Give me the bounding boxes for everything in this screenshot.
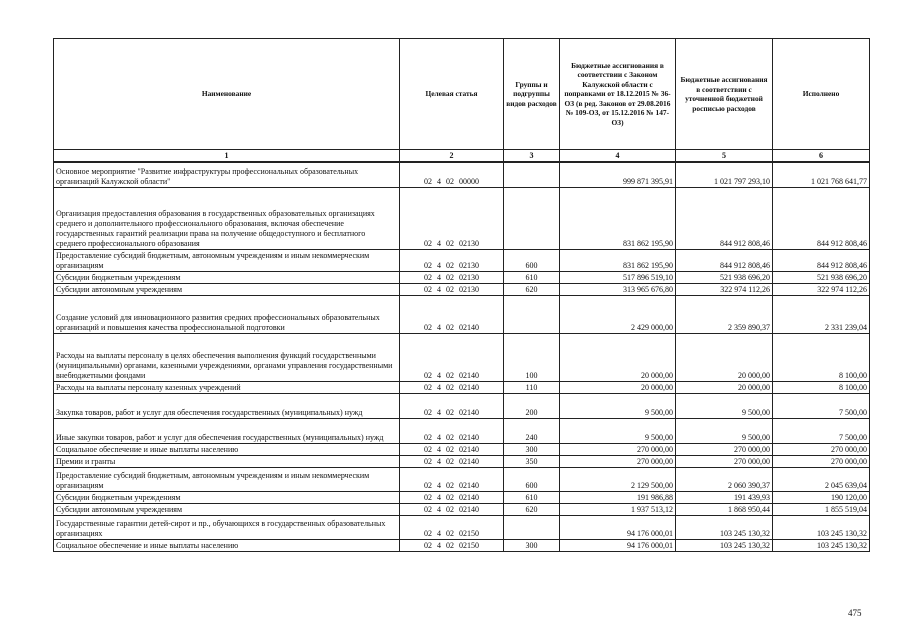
row-group: 620: [504, 503, 560, 515]
row-schedule-amount: 844 912 808,46: [676, 187, 773, 249]
row-target-code: 02 4 02 02140: [400, 443, 504, 455]
header-appropriations-law: Бюджетные ассигнования в соответствии с Законом Калужской области с поправками от 18.12.2015 № 36-ОЗ (в ред. Законов от 29.08.2016 № 109-ОЗ, от 15.12.2016 № 147-ОЗ): [560, 39, 676, 150]
row-executed-amount: 1 855 519,04: [773, 503, 870, 515]
row-schedule-amount: 270 000,00: [676, 443, 773, 455]
row-group: 300: [504, 539, 560, 551]
row-executed-amount: 7 500,00: [773, 418, 870, 443]
table-row: [54, 295, 870, 333]
row-law-amount: 20 000,00: [560, 381, 676, 393]
row-law-amount: 94 176 000,01: [560, 539, 676, 551]
row-group: 110: [504, 381, 560, 393]
row-target-code: 02 4 02 02140: [400, 467, 504, 491]
row-executed-amount: 270 000,00: [773, 443, 870, 455]
column-number: 5: [676, 150, 773, 163]
table-row: [54, 187, 870, 249]
row-group: 600: [504, 249, 560, 271]
row-target-code: 02 4 02 02150: [400, 515, 504, 539]
row-name: Иные закупки товаров, работ и услуг для обеспечения государственных (муниципальных) нужд: [54, 418, 400, 443]
row-group: [504, 162, 560, 187]
row-group: 600: [504, 467, 560, 491]
row-group: 300: [504, 443, 560, 455]
table-row: [54, 418, 870, 443]
row-group: 620: [504, 283, 560, 295]
row-target-code: 02 4 02 02140: [400, 381, 504, 393]
row-schedule-amount: 20 000,00: [676, 333, 773, 381]
header-groups: Группы и подгруппы видов расходов: [504, 39, 560, 150]
row-name: Субсидии автономным учреждениям: [54, 283, 400, 295]
row-group: [504, 187, 560, 249]
row-executed-amount: 2 045 639,04: [773, 467, 870, 491]
row-target-code: 02 4 02 02140: [400, 503, 504, 515]
row-name: Субсидии бюджетным учреждениям: [54, 491, 400, 503]
row-law-amount: 831 862 195,90: [560, 187, 676, 249]
column-number: 1: [54, 150, 400, 163]
header-executed: Исполнено: [773, 39, 870, 150]
row-executed-amount: 2 331 239,04: [773, 295, 870, 333]
row-law-amount: 9 500,00: [560, 418, 676, 443]
row-law-amount: 9 500,00: [560, 393, 676, 418]
row-schedule-amount: 20 000,00: [676, 381, 773, 393]
table-row: [54, 271, 870, 283]
row-name: Основное мероприятие "Развитие инфраструктуры профессиональных образовательных организаций Калужской области": [54, 162, 400, 187]
row-target-code: 02 4 02 02140: [400, 295, 504, 333]
row-law-amount: 191 986,88: [560, 491, 676, 503]
row-target-code: 02 4 02 02130: [400, 249, 504, 271]
row-executed-amount: 322 974 112,26: [773, 283, 870, 295]
row-name: Организация предоставления образования в государственных образовательных организациях среднего и дополнительного профессионального образования, включая обеспечение государственных гарантий реализации права на получение общедоступного и бесплатного среднего профессионального образования: [54, 187, 400, 249]
row-target-code: 02 4 02 02150: [400, 539, 504, 551]
row-schedule-amount: 103 245 130,32: [676, 515, 773, 539]
row-target-code: 02 4 02 02140: [400, 491, 504, 503]
row-schedule-amount: 521 938 696,20: [676, 271, 773, 283]
header-name: Наименование: [54, 39, 400, 150]
row-law-amount: 270 000,00: [560, 443, 676, 455]
table-row: [54, 162, 870, 187]
row-schedule-amount: 9 500,00: [676, 418, 773, 443]
row-executed-amount: 103 245 130,32: [773, 515, 870, 539]
header-target: Целевая статья: [400, 39, 504, 150]
table-row: [54, 443, 870, 455]
row-executed-amount: 844 912 808,46: [773, 249, 870, 271]
table-row: [54, 503, 870, 515]
row-group: 100: [504, 333, 560, 381]
row-target-code: 02 4 02 02140: [400, 333, 504, 381]
row-name: Расходы на выплаты персоналу казенных учреждений: [54, 381, 400, 393]
row-name: Премии и гранты: [54, 455, 400, 467]
header-row: [54, 39, 870, 150]
row-group: 200: [504, 393, 560, 418]
row-schedule-amount: 191 439,93: [676, 491, 773, 503]
row-law-amount: 94 176 000,01: [560, 515, 676, 539]
row-name: Предоставление субсидий бюджетным, автономным учреждениям и иным некоммерческим организациям: [54, 249, 400, 271]
header-appropriations-schedule: Бюджетные ассигнования в соответствии с уточненной бюджетной росписью расходов: [676, 39, 773, 150]
row-law-amount: 270 000,00: [560, 455, 676, 467]
row-executed-amount: 270 000,00: [773, 455, 870, 467]
row-schedule-amount: 103 245 130,32: [676, 539, 773, 551]
row-group: [504, 295, 560, 333]
row-name: Предоставление субсидий бюджетным, автономным учреждениям и иным некоммерческим организациям: [54, 467, 400, 491]
budget-table: [53, 38, 870, 552]
row-target-code: 02 4 02 02130: [400, 271, 504, 283]
page-number: 475: [848, 608, 862, 618]
row-target-code: 02 4 02 02140: [400, 393, 504, 418]
row-target-code: 02 4 02 02130: [400, 187, 504, 249]
row-name: Закупка товаров, работ и услуг для обеспечения государственных (муниципальных) нужд: [54, 393, 400, 418]
row-executed-amount: 190 120,00: [773, 491, 870, 503]
column-number: 4: [560, 150, 676, 163]
row-schedule-amount: 2 359 890,37: [676, 295, 773, 333]
row-target-code: 02 4 02 02140: [400, 418, 504, 443]
table-row: [54, 467, 870, 491]
row-name: Субсидии автономным учреждениям: [54, 503, 400, 515]
row-target-code: 02 4 02 02140: [400, 455, 504, 467]
row-executed-amount: 103 245 130,32: [773, 539, 870, 551]
column-number-row: [54, 150, 870, 163]
row-schedule-amount: 2 060 390,37: [676, 467, 773, 491]
row-group: 610: [504, 271, 560, 283]
column-number: 3: [504, 150, 560, 163]
row-group: [504, 515, 560, 539]
row-law-amount: 20 000,00: [560, 333, 676, 381]
row-law-amount: 1 937 513,12: [560, 503, 676, 515]
row-executed-amount: 844 912 808,46: [773, 187, 870, 249]
row-executed-amount: 8 100,00: [773, 333, 870, 381]
table-row: [54, 333, 870, 381]
row-schedule-amount: 1 021 797 293,10: [676, 162, 773, 187]
row-schedule-amount: 844 912 808,46: [676, 249, 773, 271]
row-target-code: 02 4 02 00000: [400, 162, 504, 187]
row-name: Субсидии бюджетным учреждениям: [54, 271, 400, 283]
row-law-amount: 313 965 676,80: [560, 283, 676, 295]
row-name: Создание условий для инновационного развития средних профессиональных образовательных организаций и повышения качества профессиональной подготовки: [54, 295, 400, 333]
table-row: [54, 393, 870, 418]
row-schedule-amount: 1 868 950,44: [676, 503, 773, 515]
row-schedule-amount: 9 500,00: [676, 393, 773, 418]
row-group: 350: [504, 455, 560, 467]
row-schedule-amount: 270 000,00: [676, 455, 773, 467]
table-row: [54, 455, 870, 467]
table-row: [54, 515, 870, 539]
row-name: Социальное обеспечение и иные выплаты населению: [54, 443, 400, 455]
table-row: [54, 381, 870, 393]
row-executed-amount: 521 938 696,20: [773, 271, 870, 283]
row-executed-amount: 8 100,00: [773, 381, 870, 393]
row-name: Социальное обеспечение и иные выплаты населению: [54, 539, 400, 551]
table-row: [54, 283, 870, 295]
row-target-code: 02 4 02 02130: [400, 283, 504, 295]
row-law-amount: 999 871 395,91: [560, 162, 676, 187]
row-group: 240: [504, 418, 560, 443]
row-name: Расходы на выплаты персоналу в целях обеспечения выполнения функций государственными (муниципальными) органами, казенными учреждениями, органами управления государственными внебюджетными фондами: [54, 333, 400, 381]
column-number: 6: [773, 150, 870, 163]
column-number: 2: [400, 150, 504, 163]
row-law-amount: 517 896 519,10: [560, 271, 676, 283]
row-law-amount: 2 129 500,00: [560, 467, 676, 491]
row-executed-amount: 7 500,00: [773, 393, 870, 418]
row-group: 610: [504, 491, 560, 503]
table-row: [54, 491, 870, 503]
row-executed-amount: 1 021 768 641,77: [773, 162, 870, 187]
table-row: [54, 539, 870, 551]
row-schedule-amount: 322 974 112,26: [676, 283, 773, 295]
table-row: [54, 249, 870, 271]
row-name: Государственные гарантии детей-сирот и пр., обучающихся в государственных образовательных организациях: [54, 515, 400, 539]
row-law-amount: 831 862 195,90: [560, 249, 676, 271]
row-law-amount: 2 429 000,00: [560, 295, 676, 333]
